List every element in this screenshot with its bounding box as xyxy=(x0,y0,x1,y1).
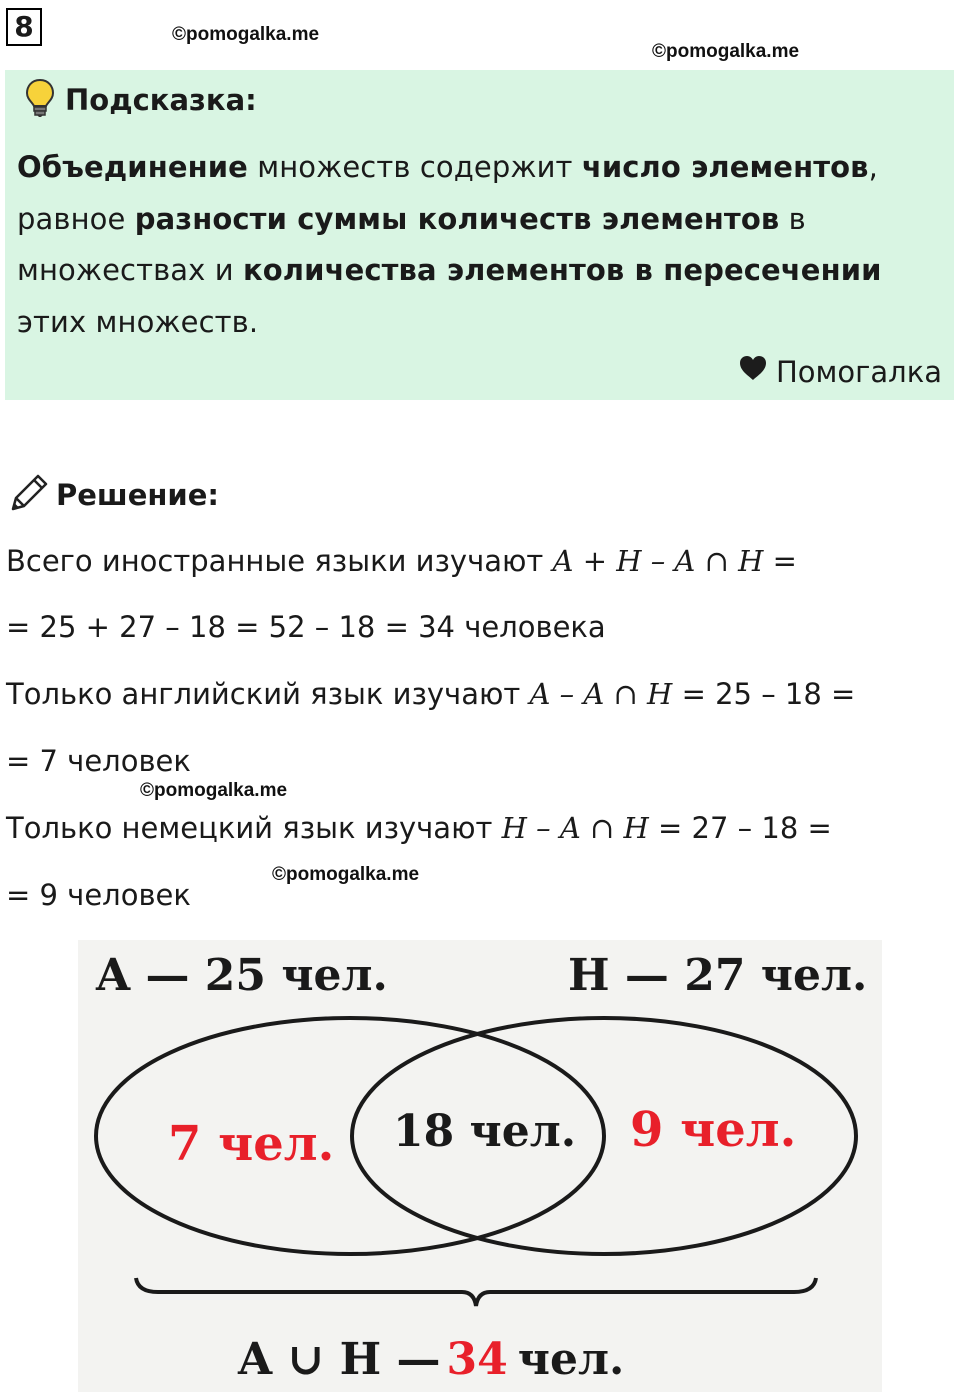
brand xyxy=(738,354,942,389)
hint-text-bold: разности суммы количеств элементов xyxy=(134,201,780,236)
label-set-a: A — 25 чел. xyxy=(96,950,388,1001)
hint-text xyxy=(17,142,942,348)
venn-diagram xyxy=(78,940,882,1392)
hint-text-bold: Объединение xyxy=(17,150,248,184)
hint-header xyxy=(25,80,257,120)
solution-line: = 9 человек xyxy=(6,878,191,912)
label-set-h: H — 27 чел. xyxy=(568,950,868,1001)
formula: A – A ∩ H xyxy=(529,677,673,711)
solution-line: = 25 + 27 – 18 = 52 – 18 = 34 человека xyxy=(6,610,606,644)
watermark: ©pomogalka.me xyxy=(140,780,288,801)
union-brace xyxy=(136,1278,816,1306)
union-value: 34 xyxy=(446,1334,508,1385)
solution-title: Решение: xyxy=(56,478,220,512)
watermark: ©pomogalka.me xyxy=(272,864,420,885)
hint-box xyxy=(5,70,954,400)
pencil-icon xyxy=(8,472,50,518)
watermark: ©pomogalka.me xyxy=(652,41,800,62)
hint-text-run: , равное xyxy=(17,150,878,236)
union-suffix: чел. xyxy=(517,1334,625,1385)
label-only-h: 9 чел. xyxy=(630,1102,797,1158)
hint-text-run: множеств содержит xyxy=(247,150,582,184)
solution-line: Всего иностранные языки изучают A + H – A ∩ H = xyxy=(6,544,797,578)
hint-text-run: этих множеств. xyxy=(17,304,259,339)
lightbulb-icon xyxy=(25,78,55,122)
union-prefix: A ∪ H — xyxy=(238,1334,441,1385)
heart-icon xyxy=(738,354,768,389)
label-union xyxy=(237,1334,624,1385)
hint-text-bold: количества элементов в пересечении xyxy=(243,253,882,287)
hint-text-bold: число элементов xyxy=(581,150,869,184)
formula: A + H – A ∩ H xyxy=(552,544,764,578)
solution-header xyxy=(8,472,219,518)
hint-text-run: в множествах и xyxy=(17,201,806,287)
label-intersection: 18 чел. xyxy=(393,1106,577,1157)
task-number: 8 xyxy=(6,8,42,46)
hint-title: Подсказка: xyxy=(65,83,257,117)
solution-line: Только немецкий язык изучают H – A ∩ H = 27 – 18 = xyxy=(6,811,832,845)
label-only-a: 7 чел. xyxy=(168,1116,335,1172)
solution-line: Только английский язык изучают A – A ∩ H = 25 – 18 = xyxy=(6,677,856,711)
brand-name: Помогалка xyxy=(776,354,942,389)
solution-line: = 7 человек xyxy=(6,744,191,778)
watermark: ©pomogalka.me xyxy=(172,24,320,45)
formula: H – A ∩ H xyxy=(501,811,649,845)
